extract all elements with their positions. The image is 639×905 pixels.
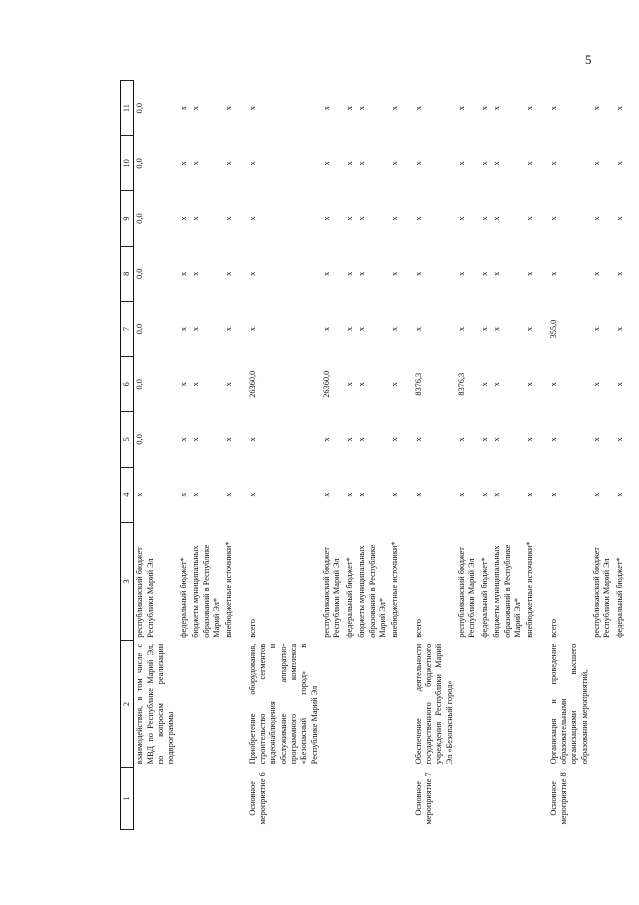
value-cell: 0,0 bbox=[135, 323, 145, 335]
measure-description-cell: Приобретение оборудования, строительство сегментов видеонаблюдения и обслуживание аппаратно-программного комплекса «Безопасный город» в Республике Марий Эл bbox=[247, 643, 319, 765]
value-cell: 0,0 bbox=[135, 213, 145, 224]
value-cell: х bbox=[322, 106, 332, 111]
value-cell: х bbox=[479, 326, 489, 332]
value-cell: 8376,3 bbox=[413, 372, 423, 396]
value-cell: х bbox=[525, 106, 535, 111]
value-cell: х bbox=[247, 271, 257, 276]
measure-description-cell bbox=[344, 641, 356, 768]
value-cell: х bbox=[191, 382, 201, 387]
value-cell: х bbox=[344, 106, 354, 111]
value-cell: х bbox=[457, 326, 467, 332]
measure-description-cell bbox=[479, 641, 491, 768]
value-cell: х bbox=[247, 106, 257, 111]
measure-name-cell bbox=[223, 767, 235, 829]
value-cell: х bbox=[413, 492, 423, 497]
value-cell: х bbox=[178, 216, 188, 221]
value-cell: х bbox=[492, 326, 502, 332]
value-cell: х bbox=[525, 492, 535, 497]
value-cell: х bbox=[492, 106, 502, 111]
funding-source-cell: внебюджетные источники* bbox=[525, 541, 535, 638]
value-cell: х bbox=[413, 161, 423, 166]
header-cell: 1 bbox=[121, 767, 134, 829]
value-cell: х bbox=[525, 216, 535, 221]
value-cell: 26360,0 bbox=[322, 370, 332, 398]
value-cell: х bbox=[357, 216, 367, 221]
value-cell: х bbox=[224, 216, 234, 221]
measure-name-cell: Основное мероприятие 8 bbox=[548, 772, 568, 825]
value-cell: х bbox=[390, 326, 400, 332]
value-cell: х bbox=[592, 106, 602, 111]
value-cell: х bbox=[224, 492, 234, 497]
measure-name-cell bbox=[456, 767, 479, 829]
funding-source-cell: федеральный бюджет* bbox=[614, 557, 624, 638]
value-cell: х bbox=[614, 326, 624, 332]
value-cell: х bbox=[344, 437, 354, 442]
table-row bbox=[356, 81, 389, 830]
value-cell: х bbox=[525, 437, 535, 442]
value-cell: х bbox=[614, 106, 624, 111]
value-cell: х bbox=[224, 161, 234, 166]
value-cell: х bbox=[548, 106, 558, 111]
value-cell: 355,0 bbox=[548, 319, 558, 339]
value-cell: х bbox=[344, 161, 354, 166]
value-cell: х bbox=[592, 492, 602, 497]
measure-description-cell bbox=[456, 641, 479, 768]
table-row bbox=[591, 81, 614, 830]
measure-description-cell: взаимодействия, в том числе с МВД по Республике Марий Эл, по вопросам реализации подпрограммы bbox=[135, 643, 176, 765]
value-cell: х bbox=[413, 326, 423, 332]
funding-source-cell: всего bbox=[247, 619, 257, 638]
table-body bbox=[134, 81, 626, 830]
value-cell: х bbox=[191, 271, 201, 276]
value-cell: х bbox=[357, 437, 367, 442]
measure-description-cell bbox=[614, 641, 626, 768]
funding-source-cell: внебюджетные источники* bbox=[224, 541, 234, 638]
value-cell: х bbox=[548, 492, 558, 497]
value-cell: х bbox=[322, 271, 332, 276]
measure-name-cell bbox=[321, 767, 344, 829]
table-row bbox=[190, 81, 223, 830]
funding-source-cell: республиканский бюджет Республики Марий Эл bbox=[457, 547, 477, 638]
value-cell: 0,0 bbox=[135, 158, 145, 169]
value-cell: х bbox=[390, 382, 400, 387]
value-cell: х bbox=[413, 216, 423, 221]
value-cell: х bbox=[479, 106, 489, 111]
value-cell: х bbox=[457, 437, 467, 442]
value-cell: х bbox=[322, 161, 332, 166]
measure-name-cell bbox=[134, 767, 178, 829]
table-row bbox=[614, 81, 626, 830]
measure-description-cell bbox=[491, 641, 524, 768]
table-row bbox=[134, 81, 178, 830]
table-row bbox=[537, 81, 591, 830]
header-cell: 11 bbox=[121, 81, 134, 136]
measure-name-cell bbox=[190, 767, 223, 829]
value-cell: х bbox=[224, 382, 234, 387]
value-cell: 0,0 bbox=[135, 434, 145, 445]
measure-name-cell bbox=[178, 767, 190, 829]
budget-table bbox=[120, 80, 626, 830]
value-cell: х bbox=[191, 492, 201, 497]
value-cell: х bbox=[344, 326, 354, 332]
value-cell: х bbox=[357, 106, 367, 111]
value-cell: х bbox=[492, 161, 502, 166]
value-cell: х bbox=[247, 216, 257, 221]
value-cell: х bbox=[178, 271, 188, 276]
measure-name-cell bbox=[356, 767, 389, 829]
table-row bbox=[178, 81, 190, 830]
header-cell: 8 bbox=[121, 246, 134, 301]
value-cell: х bbox=[390, 271, 400, 276]
value-cell: х bbox=[357, 161, 367, 166]
value-cell: х bbox=[390, 492, 400, 497]
value-cell: х bbox=[592, 437, 602, 442]
value-cell: х bbox=[135, 492, 145, 497]
measure-description-cell bbox=[223, 641, 235, 768]
value-cell: х bbox=[224, 437, 234, 442]
table-row bbox=[223, 81, 235, 830]
value-cell: х bbox=[224, 271, 234, 276]
funding-source-cell: бюджеты муниципальных образований в Республике Марий Эл* bbox=[357, 544, 387, 638]
header-cell: 6 bbox=[121, 357, 134, 412]
value-cell: х bbox=[413, 106, 423, 111]
table-row bbox=[491, 81, 524, 830]
funding-source-cell: внебюджетные источники* bbox=[390, 541, 400, 638]
measure-name-cell bbox=[591, 767, 614, 829]
value-cell: х bbox=[178, 106, 188, 111]
value-cell: х bbox=[592, 326, 602, 332]
value-cell: х bbox=[390, 437, 400, 442]
funding-source-cell: федеральный бюджет* bbox=[479, 557, 489, 638]
table-row bbox=[479, 81, 491, 830]
value-cell: х bbox=[492, 271, 502, 276]
header-cell: 5 bbox=[121, 412, 134, 467]
value-cell: х bbox=[614, 492, 624, 497]
header-cell: 4 bbox=[121, 467, 134, 522]
rotated-table-container bbox=[120, 80, 624, 830]
value-cell: х bbox=[413, 271, 423, 276]
value-cell: х bbox=[344, 216, 354, 221]
measure-description-cell bbox=[524, 641, 536, 768]
value-cell: х bbox=[357, 492, 367, 497]
value-cell: х bbox=[344, 271, 354, 276]
value-cell: х bbox=[178, 382, 188, 387]
measure-name-cell bbox=[524, 767, 536, 829]
measure-name-cell bbox=[479, 767, 491, 829]
page-number: 5 bbox=[585, 52, 592, 67]
value-cell: 8376,3 bbox=[457, 372, 467, 396]
value-cell: 0,0 bbox=[135, 268, 145, 279]
value-cell: х bbox=[322, 437, 332, 442]
value-cell: х bbox=[390, 216, 400, 221]
value-cell: х bbox=[525, 326, 535, 332]
value-cell: х bbox=[525, 271, 535, 276]
value-cell: х bbox=[178, 161, 188, 166]
table-row bbox=[402, 81, 456, 830]
table-row bbox=[321, 81, 344, 830]
value-cell: х bbox=[457, 161, 467, 166]
measure-name-cell bbox=[614, 767, 626, 829]
measure-description-cell bbox=[356, 641, 389, 768]
measure-name-cell bbox=[491, 767, 524, 829]
measure-description-cell bbox=[389, 641, 401, 768]
table-row bbox=[344, 81, 356, 830]
header-cell: 10 bbox=[121, 136, 134, 191]
value-cell: х bbox=[492, 382, 502, 387]
value-cell: х bbox=[479, 437, 489, 442]
value-cell: х bbox=[413, 437, 423, 442]
value-cell: х bbox=[479, 271, 489, 276]
measure-name-cell: Основное мероприятие 7 bbox=[413, 772, 433, 825]
funding-source-cell: республиканский бюджет Республики Марий Эл bbox=[135, 547, 155, 638]
funding-source-cell: федеральный бюджет* bbox=[344, 557, 354, 638]
value-cell: х bbox=[548, 271, 558, 276]
value-cell: 0,0 bbox=[135, 102, 145, 114]
value-cell: х bbox=[614, 382, 624, 387]
value-cell: х bbox=[492, 216, 502, 221]
value-cell: х bbox=[592, 161, 602, 166]
table-row bbox=[524, 81, 536, 830]
measure-description-cell bbox=[591, 641, 614, 768]
value-cell: х bbox=[525, 161, 535, 166]
value-cell: х bbox=[390, 161, 400, 166]
value-cell: х bbox=[479, 161, 489, 166]
value-cell: х bbox=[614, 437, 624, 442]
value-cell: х bbox=[224, 106, 234, 111]
header-cell: 9 bbox=[121, 191, 134, 246]
funding-source-cell: бюджеты муниципальных образований в Республике Марий Эл* bbox=[191, 544, 221, 638]
value-cell: х bbox=[457, 106, 467, 111]
value-cell: х bbox=[525, 382, 535, 387]
funding-source-cell: республиканский бюджет Республики Марий Эл bbox=[322, 547, 342, 638]
value-cell: х bbox=[548, 161, 558, 166]
value-cell: х bbox=[492, 492, 502, 497]
table-row bbox=[236, 81, 322, 830]
value-cell: х bbox=[592, 382, 602, 387]
measure-description-cell: Организация и проведение образовательными организациями высшего образования мероприятий, bbox=[548, 643, 589, 765]
measure-name-cell bbox=[389, 767, 401, 829]
value-cell: х bbox=[592, 216, 602, 221]
measure-description-cell bbox=[190, 641, 223, 768]
value-cell: х bbox=[592, 271, 602, 276]
value-cell: х bbox=[247, 161, 257, 166]
value-cell: х bbox=[457, 492, 467, 497]
value-cell: 0,0 bbox=[135, 379, 145, 390]
value-cell: х bbox=[457, 271, 467, 276]
value-cell: х bbox=[322, 492, 332, 497]
value-cell: х bbox=[247, 492, 257, 497]
measure-name-cell: Основное мероприятие 6 bbox=[247, 772, 267, 825]
value-cell: х bbox=[191, 326, 201, 332]
value-cell: х bbox=[548, 382, 558, 387]
funding-source-cell: республиканский бюджет Республики Марий Эл bbox=[592, 547, 612, 638]
value-cell: х bbox=[479, 216, 489, 221]
table-row bbox=[389, 81, 401, 830]
value-cell: 26360,0 bbox=[247, 370, 257, 398]
value-cell: х bbox=[614, 271, 624, 276]
value-cell: х bbox=[357, 382, 367, 387]
value-cell: х bbox=[548, 216, 558, 221]
value-cell: х bbox=[247, 326, 257, 332]
value-cell: х bbox=[548, 437, 558, 442]
value-cell: х bbox=[178, 492, 188, 497]
value-cell: х bbox=[247, 437, 257, 442]
value-cell: х bbox=[322, 326, 332, 332]
value-cell: х bbox=[178, 326, 188, 332]
funding-source-cell: всего bbox=[413, 619, 423, 638]
value-cell: х bbox=[614, 161, 624, 166]
value-cell: х bbox=[224, 326, 234, 332]
value-cell: х bbox=[479, 492, 489, 497]
value-cell: х bbox=[479, 382, 489, 387]
value-cell: х bbox=[191, 437, 201, 442]
value-cell: х bbox=[357, 326, 367, 332]
funding-source-cell: бюджеты муниципальных образований в Республике Марий Эл* bbox=[492, 544, 522, 638]
value-cell: х bbox=[614, 216, 624, 221]
value-cell: х bbox=[390, 106, 400, 111]
value-cell: х bbox=[322, 216, 332, 221]
table-row bbox=[456, 81, 479, 830]
value-cell: х bbox=[344, 382, 354, 387]
value-cell: х bbox=[457, 216, 467, 221]
value-cell: х bbox=[344, 492, 354, 497]
measure-description-cell: Обеспечение деятельности государственного бюджетного учреждения Республики Марий Эл «Безопасный город» bbox=[413, 643, 454, 765]
header-row bbox=[121, 81, 134, 830]
value-cell: х bbox=[191, 216, 201, 221]
value-cell: х bbox=[178, 437, 188, 442]
header-cell: 7 bbox=[121, 301, 134, 356]
value-cell: х bbox=[357, 271, 367, 276]
value-cell: х bbox=[191, 161, 201, 166]
measure-description-cell bbox=[321, 641, 344, 768]
measure-name-cell bbox=[344, 767, 356, 829]
value-cell: х bbox=[492, 437, 502, 442]
value-cell: х bbox=[191, 106, 201, 111]
header-cell: 3 bbox=[121, 522, 134, 640]
funding-source-cell: федеральный бюджет* bbox=[178, 557, 188, 638]
measure-description-cell bbox=[178, 641, 190, 768]
header-cell: 2 bbox=[121, 641, 134, 768]
funding-source-cell: всего bbox=[548, 619, 558, 638]
